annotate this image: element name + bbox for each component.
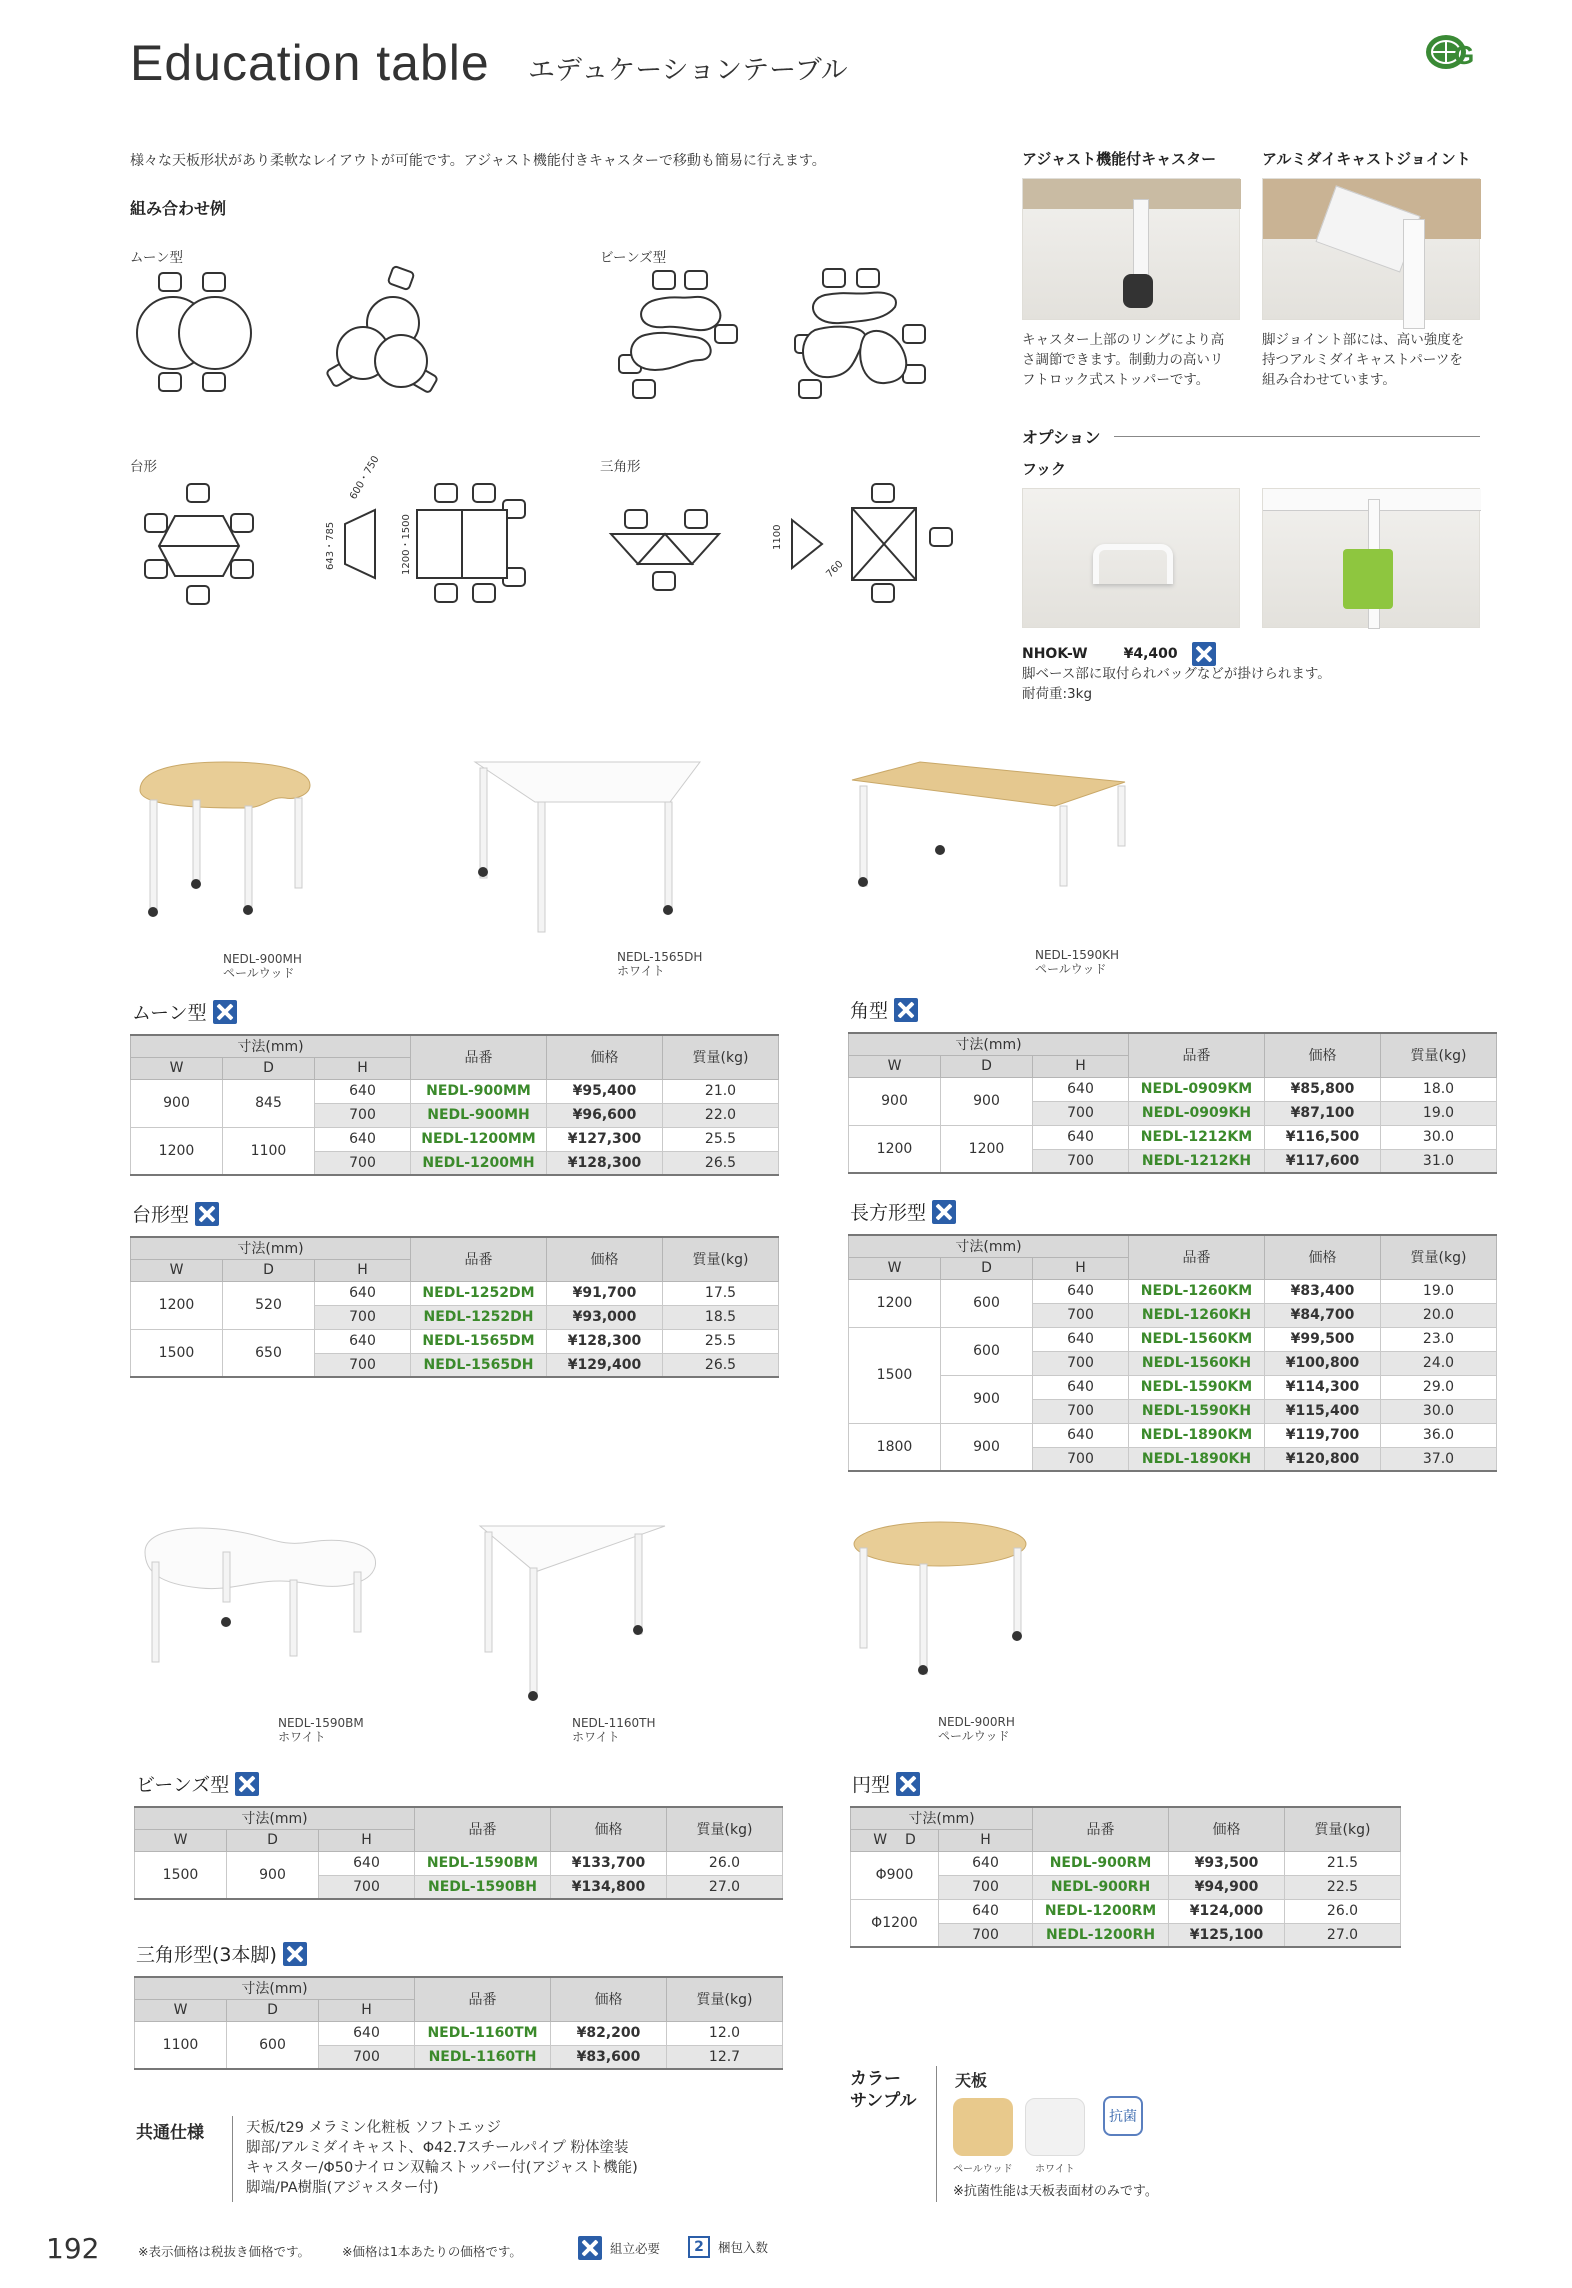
cell-code: NEDL-1160TH (415, 2045, 551, 2069)
cell-w: 1200 (131, 1127, 223, 1175)
cell-kg: 23.0 (1381, 1327, 1497, 1351)
cell-d: 900 (941, 1423, 1033, 1471)
table-row (131, 1127, 779, 1151)
table-row (131, 1329, 779, 1353)
intro-text: 様々な天板形状があり柔軟なレイアウトが可能です。アジャスト機能付きキャスターで移動も簡易に行えます。 (130, 153, 826, 169)
hook-photo (1022, 488, 1240, 628)
option-divider (1114, 436, 1480, 437)
svg-text:G: G (1454, 40, 1475, 70)
cell-price: ¥96,600 (547, 1103, 663, 1127)
product-label-moon: NEDL-900MH ペールウッド (223, 952, 302, 980)
cell-h: 700 (315, 1151, 411, 1175)
caster-title: アジャスト機能付キャスター (1022, 150, 1217, 168)
col-header-price: 価格 (551, 1977, 667, 2021)
footer-boxes: 2 梱包入数 (688, 2236, 768, 2258)
cell-code: NEDL-1260KH (1129, 1303, 1265, 1327)
table-row (131, 1281, 779, 1305)
option-price-row (1022, 642, 1216, 666)
cell-kg: 22.5 (1285, 1875, 1401, 1899)
cell-price: ¥133,700 (551, 1851, 667, 1875)
section-title-text: 三角形型(3本脚) (136, 1944, 277, 1966)
assembly-tool-icon (283, 1942, 307, 1966)
col-header-d: D (227, 1829, 319, 1851)
cell-code: NEDL-1565DH (411, 1353, 547, 1377)
cell-code: NEDL-1890KH (1129, 1447, 1265, 1471)
assembly-tool-icon (578, 2236, 602, 2260)
page-title-jp: エデュケーションテーブル (528, 55, 848, 86)
cell-code: NEDL-900MH (411, 1103, 547, 1127)
cell-code: NEDL-1890KM (1129, 1423, 1265, 1447)
col-header-code: 品番 (411, 1237, 547, 1281)
cell-code: NEDL-1160TM (415, 2021, 551, 2045)
col-header-dims: 寸法(mm) (849, 1033, 1129, 1055)
option-sub: フック (1022, 460, 1066, 478)
moon-layout-pair (135, 265, 250, 405)
cell-h: 700 (315, 1103, 411, 1127)
cell-code: NEDL-1590BH (415, 1875, 551, 1899)
col-header-h: H (315, 1259, 411, 1281)
cell-kg: 22.0 (663, 1103, 779, 1127)
table-row (849, 1327, 1497, 1351)
cell-kg: 19.0 (1381, 1101, 1497, 1125)
cell-kg: 12.7 (667, 2045, 783, 2069)
cell-h: 640 (1033, 1375, 1129, 1399)
cell-w: 900 (849, 1077, 941, 1125)
assembly-tool-icon (195, 1202, 219, 1226)
col-header-code: 品番 (1129, 1033, 1265, 1077)
cell-w: Φ1200 (851, 1899, 939, 1947)
cell-kg: 26.5 (663, 1353, 779, 1377)
section-title-square (850, 996, 918, 1023)
common-spec-text: 天板/t29 メラミン化粧板 ソフトエッジ 脚部/アルミダイキャスト、Φ42.7スチールパイプ 粉体塗装 キャスター/Φ50ナイロン双輪ストッパー付(アジャスト機能) 脚端/PA樹脂(アジャスター付) (246, 2120, 638, 2196)
col-header-w: W (131, 1259, 223, 1281)
col-header-d: D (223, 1057, 315, 1079)
cell-kg: 25.5 (663, 1127, 779, 1151)
cell-code: NEDL-1200MH (411, 1151, 547, 1175)
cell-price: ¥84,700 (1265, 1303, 1381, 1327)
cell-price: ¥93,000 (547, 1305, 663, 1329)
table-row (131, 1079, 779, 1103)
col-header-dims: 寸法(mm) (131, 1237, 411, 1259)
cell-d: 520 (223, 1281, 315, 1329)
col-header-h: H (939, 1829, 1033, 1851)
cell-price: ¥116,500 (1265, 1125, 1381, 1149)
footer-note-tax: ※表示価格は税抜き価格です。 (138, 2244, 310, 2259)
table-row (849, 1279, 1497, 1303)
cell-price: ¥129,400 (547, 1353, 663, 1377)
color-chip-white[interactable] (1025, 2098, 1085, 2156)
cell-kg: 27.0 (1285, 1923, 1401, 1947)
col-header-w: W (135, 1999, 227, 2021)
layout-moon-label: ムーン型 (130, 250, 184, 266)
svg-text:760: 760 (824, 558, 846, 581)
cell-w: 1500 (131, 1329, 223, 1377)
option-desc: 脚ベース部に取付られバッグなどが掛けられます。 耐荷重:3kg (1022, 666, 1331, 702)
cell-w: 900 (131, 1079, 223, 1127)
product-image-rect (850, 760, 1130, 900)
col-header-code: 品番 (415, 1807, 551, 1851)
cell-d: 845 (223, 1079, 315, 1127)
cell-h: 640 (315, 1281, 411, 1305)
col-header-price: 価格 (547, 1237, 663, 1281)
footer-note-price: ※価格は1本あたりの価格です。 (342, 2244, 522, 2259)
section-title-text: ムーン型 (132, 1002, 207, 1024)
col-header-code: 品番 (1033, 1807, 1169, 1851)
hook-bag-photo (1262, 488, 1480, 628)
product-image-moon (135, 760, 315, 920)
cell-price: ¥128,300 (547, 1329, 663, 1353)
col-header-h: H (1033, 1055, 1129, 1077)
cell-kg: 21.5 (1285, 1851, 1401, 1875)
table-row (135, 1851, 783, 1875)
caster-photo (1022, 178, 1240, 320)
col-header-weight: 質量(kg) (663, 1237, 779, 1281)
cell-h: 640 (319, 1851, 415, 1875)
cell-code: NEDL-1200MM (411, 1127, 547, 1151)
color-chip-pale-wood[interactable] (953, 2098, 1013, 2156)
cell-price: ¥114,300 (1265, 1375, 1381, 1399)
cell-h: 700 (1033, 1101, 1129, 1125)
section-title-text: 角型 (850, 1000, 889, 1022)
layout-triangle-label: 三角形 (600, 459, 641, 475)
section-title-beans (136, 1770, 259, 1797)
section-title-trapezoid (132, 1200, 219, 1227)
cell-price: ¥128,300 (547, 1151, 663, 1175)
cell-h: 640 (939, 1899, 1033, 1923)
cell-h: 640 (315, 1127, 411, 1151)
spec-table-trapezoid (130, 1236, 779, 1378)
cell-kg: 26.5 (663, 1151, 779, 1175)
cell-kg: 21.0 (663, 1079, 779, 1103)
cell-price: ¥83,400 (1265, 1279, 1381, 1303)
svg-text:1100: 1100 (772, 524, 783, 550)
section-title-triangle (136, 1940, 307, 1967)
cell-code: NEDL-900RH (1033, 1875, 1169, 1899)
cell-code: NEDL-900RM (1033, 1851, 1169, 1875)
spec-table-triangle (134, 1976, 783, 2070)
col-header-price: 価格 (547, 1035, 663, 1079)
cell-kg: 25.5 (663, 1329, 779, 1353)
page-number: 192 (46, 2232, 100, 2265)
col-header-code: 品番 (411, 1035, 547, 1079)
layout-trapezoid-label: 台形 (130, 459, 157, 475)
cell-code: NEDL-0909KM (1129, 1077, 1265, 1101)
section-title-text: 長方形型 (850, 1202, 927, 1224)
cell-w: 1200 (131, 1281, 223, 1329)
cell-h: 640 (939, 1851, 1033, 1875)
cell-w: 1800 (849, 1423, 941, 1471)
col-header-w: W (131, 1057, 223, 1079)
product-label-beans: NEDL-1590BM ホワイト (278, 1716, 364, 1744)
cell-d: 650 (223, 1329, 315, 1377)
assembly-tool-icon (932, 1200, 956, 1224)
col-header-d: D (227, 1999, 319, 2021)
section-title-moon (132, 998, 237, 1025)
col-header-weight: 質量(kg) (667, 1977, 783, 2021)
layout-heading: 組み合わせ例 (130, 199, 227, 218)
triangle-layout-row (605, 490, 755, 600)
product-image-beans (140, 1522, 390, 1672)
joint-photo (1262, 178, 1480, 320)
col-header-dims: 寸法(mm) (849, 1235, 1129, 1257)
col-header-h: H (1033, 1257, 1129, 1279)
cell-kg: 30.0 (1381, 1399, 1497, 1423)
antibacterial-note: ※抗菌性能は天板表面材のみです。 (953, 2184, 1158, 2199)
cell-w: Φ900 (851, 1851, 939, 1899)
svg-text:600・750: 600・750 (348, 454, 382, 502)
brand-logo-icon (1424, 32, 1474, 72)
cell-h: 700 (1033, 1351, 1129, 1375)
col-header-price: 価格 (551, 1807, 667, 1851)
cell-kg: 37.0 (1381, 1447, 1497, 1471)
col-header-code: 品番 (415, 1977, 551, 2021)
cell-h: 640 (1033, 1125, 1129, 1149)
cell-d: 600 (941, 1327, 1033, 1375)
cell-price: ¥120,800 (1265, 1447, 1381, 1471)
cell-d: 600 (227, 2021, 319, 2069)
cell-price: ¥99,500 (1265, 1327, 1381, 1351)
cell-kg: 19.0 (1381, 1279, 1497, 1303)
cell-price: ¥124,000 (1169, 1899, 1285, 1923)
cell-kg: 27.0 (667, 1875, 783, 1899)
package-box-icon: 2 (688, 2236, 710, 2258)
cell-h: 700 (1033, 1149, 1129, 1173)
cell-price: ¥87,100 (1265, 1101, 1381, 1125)
col-header-weight: 質量(kg) (1285, 1807, 1401, 1851)
cell-price: ¥134,800 (551, 1875, 667, 1899)
cell-w: 1200 (849, 1279, 941, 1327)
moon-layout-trio (315, 265, 445, 415)
product-label-trapezoid: NEDL-1565DH ホワイト (617, 950, 703, 978)
col-header-weight: 質量(kg) (1381, 1033, 1497, 1077)
cell-h: 640 (315, 1079, 411, 1103)
col-header-dims: 寸法(mm) (135, 1977, 415, 1999)
cell-h: 640 (315, 1329, 411, 1353)
cell-h: 640 (1033, 1279, 1129, 1303)
product-label-round: NEDL-900RH ペールウッド (938, 1715, 1015, 1743)
cell-d: 600 (941, 1279, 1033, 1327)
spec-table-square (848, 1032, 1497, 1174)
spec-divider (232, 2116, 233, 2202)
svg-text:643・785: 643・785 (325, 521, 336, 570)
table-row (849, 1125, 1497, 1149)
cell-price: ¥117,600 (1265, 1149, 1381, 1173)
cell-code: NEDL-1252DM (411, 1281, 547, 1305)
cell-code: NEDL-1200RH (1033, 1923, 1169, 1947)
col-header-dims: 寸法(mm) (131, 1035, 411, 1057)
col-header-d: D (223, 1259, 315, 1281)
cell-code: NEDL-1200RM (1033, 1899, 1169, 1923)
footer-assembly: 組立必要 (578, 2236, 660, 2260)
table-row (849, 1423, 1497, 1447)
cell-d: 900 (227, 1851, 319, 1899)
joint-title: アルミダイキャストジョイント (1262, 150, 1471, 168)
table-row (851, 1899, 1401, 1923)
cell-h: 700 (315, 1353, 411, 1377)
assembly-tool-icon (896, 1772, 920, 1796)
cell-price: ¥82,200 (551, 2021, 667, 2045)
cell-d: 1100 (223, 1127, 315, 1175)
product-image-round (850, 1520, 1030, 1680)
assembly-tool-icon (235, 1772, 259, 1796)
section-title-text: 台形型 (132, 1204, 190, 1226)
cell-d: 900 (941, 1077, 1033, 1125)
cell-price: ¥95,400 (547, 1079, 663, 1103)
joint-caption: 脚ジョイント部には、高い強度を 持つアルミダイキャストパーツを 組み合わせています。 (1262, 332, 1465, 388)
color-top-label: 天板 (955, 2071, 988, 2090)
cell-h: 700 (939, 1923, 1033, 1947)
col-header-dims: 寸法(mm) (135, 1807, 415, 1829)
cell-kg: 24.0 (1381, 1351, 1497, 1375)
section-title-round (852, 1770, 920, 1797)
cell-kg: 30.0 (1381, 1125, 1497, 1149)
cell-w: 1500 (849, 1327, 941, 1423)
cell-kg: 18.5 (663, 1305, 779, 1329)
cell-kg: 12.0 (667, 2021, 783, 2045)
cell-h: 700 (319, 1875, 415, 1899)
table-row (849, 1077, 1497, 1101)
common-spec-label: 共通仕様 (136, 2123, 204, 2143)
cell-kg: 31.0 (1381, 1149, 1497, 1173)
cell-price: ¥94,900 (1169, 1875, 1285, 1899)
cell-code: NEDL-0909KH (1129, 1101, 1265, 1125)
col-header-price: 価格 (1265, 1033, 1381, 1077)
cell-code: NEDL-1260KM (1129, 1279, 1265, 1303)
table-row (135, 2021, 783, 2045)
col-header-w: W (849, 1257, 941, 1279)
product-image-trapezoid (470, 760, 710, 940)
col-header-dims: 寸法(mm) (851, 1807, 1033, 1829)
cell-kg: 20.0 (1381, 1303, 1497, 1327)
cell-kg: 29.0 (1381, 1375, 1497, 1399)
section-title-text: ビーンズ型 (136, 1774, 230, 1796)
color-sample-label: カラー サンプル (850, 2069, 917, 2111)
cell-h: 640 (319, 2021, 415, 2045)
cell-price: ¥125,100 (1169, 1923, 1285, 1947)
section-title-text: 円型 (852, 1774, 891, 1796)
antibacterial-badge: 抗菌 (1103, 2096, 1143, 2136)
cell-kg: 36.0 (1381, 1423, 1497, 1447)
section-title-rect (850, 1198, 956, 1225)
cell-price: ¥91,700 (547, 1281, 663, 1305)
color-chip-pale-wood-label: ペールウッド (953, 2164, 1013, 2175)
cell-code: NEDL-1252DH (411, 1305, 547, 1329)
page-title: Education table (130, 35, 490, 91)
cell-kg: 18.0 (1381, 1077, 1497, 1101)
assembly-tool-icon (213, 1000, 237, 1024)
product-image-triangle (475, 1522, 675, 1702)
cell-h: 700 (319, 2045, 415, 2069)
cell-d: 900 (941, 1375, 1033, 1423)
cell-h: 700 (1033, 1399, 1129, 1423)
cell-h: 700 (1033, 1303, 1129, 1327)
cell-code: NEDL-1590BM (415, 1851, 551, 1875)
cell-d: 1200 (941, 1125, 1033, 1173)
option-code: NHOK-W (1022, 646, 1088, 662)
cell-w: 1100 (135, 2021, 227, 2069)
cell-h: 640 (1033, 1423, 1129, 1447)
cell-price: ¥115,400 (1265, 1399, 1381, 1423)
cell-price: ¥83,600 (551, 2045, 667, 2069)
col-header-h: H (319, 1999, 415, 2021)
cell-code: NEDL-1590KH (1129, 1399, 1265, 1423)
cell-h: 640 (1033, 1327, 1129, 1351)
assembly-tool-icon (1192, 642, 1216, 666)
option-heading: オプション (1022, 428, 1101, 447)
svg-text:1200・1500: 1200・1500 (401, 514, 412, 575)
cell-code: NEDL-1212KM (1129, 1125, 1265, 1149)
assembly-tool-icon (894, 998, 918, 1022)
triangle-layout-square (770, 480, 960, 610)
col-header-d: D (941, 1055, 1033, 1077)
color-chip-white-label: ホワイト (1035, 2164, 1075, 2175)
cell-h: 700 (315, 1305, 411, 1329)
caster-caption: キャスター上部のリングにより高 さ調節できます。制動力の高いリ フトロック式ストッパーです。 (1022, 332, 1225, 388)
cell-kg: 26.0 (667, 1851, 783, 1875)
cell-code: NEDL-1560KH (1129, 1351, 1265, 1375)
trapezoid-layout-rect (325, 454, 535, 610)
color-divider (936, 2066, 937, 2202)
option-price: ¥4,400 (1123, 646, 1178, 662)
col-header-d: D (941, 1257, 1033, 1279)
cell-price: ¥119,700 (1265, 1423, 1381, 1447)
product-label-rect: NEDL-1590KH ペールウッド (1035, 948, 1120, 976)
spec-table-round (850, 1806, 1401, 1948)
cell-code: NEDL-1212KH (1129, 1149, 1265, 1173)
col-header-h: H (319, 1829, 415, 1851)
col-header-weight: 質量(kg) (663, 1035, 779, 1079)
cell-kg: 26.0 (1285, 1899, 1401, 1923)
col-header-h: H (315, 1057, 411, 1079)
spec-table-moon (130, 1034, 779, 1176)
col-header-wd: W D (851, 1829, 939, 1851)
cell-kg: 17.5 (663, 1281, 779, 1305)
spec-table-beans (134, 1806, 783, 1900)
beans-layout-pair (605, 265, 745, 410)
table-row (849, 1375, 1497, 1399)
beans-layout-trio (785, 265, 935, 415)
col-header-price: 価格 (1265, 1235, 1381, 1279)
spec-table-rect (848, 1234, 1497, 1472)
col-header-price: 価格 (1169, 1807, 1285, 1851)
product-label-triangle: NEDL-1160TH ホワイト (572, 1716, 656, 1744)
col-header-w: W (135, 1829, 227, 1851)
cell-code: NEDL-1560KM (1129, 1327, 1265, 1351)
trapezoid-layout-hex (135, 480, 265, 610)
cell-code: NEDL-900MM (411, 1079, 547, 1103)
cell-h: 700 (939, 1875, 1033, 1899)
cell-price: ¥85,800 (1265, 1077, 1381, 1101)
col-header-w: W (849, 1055, 941, 1077)
cell-price: ¥127,300 (547, 1127, 663, 1151)
cell-w: 1200 (849, 1125, 941, 1173)
layout-beans-label: ビーンズ型 (600, 250, 667, 266)
col-header-weight: 質量(kg) (1381, 1235, 1497, 1279)
cell-w: 1500 (135, 1851, 227, 1899)
cell-price: ¥93,500 (1169, 1851, 1285, 1875)
cell-h: 700 (1033, 1447, 1129, 1471)
cell-h: 640 (1033, 1077, 1129, 1101)
col-header-weight: 質量(kg) (667, 1807, 783, 1851)
table-row (851, 1851, 1401, 1875)
col-header-code: 品番 (1129, 1235, 1265, 1279)
cell-price: ¥100,800 (1265, 1351, 1381, 1375)
cell-code: NEDL-1565DM (411, 1329, 547, 1353)
cell-code: NEDL-1590KM (1129, 1375, 1265, 1399)
